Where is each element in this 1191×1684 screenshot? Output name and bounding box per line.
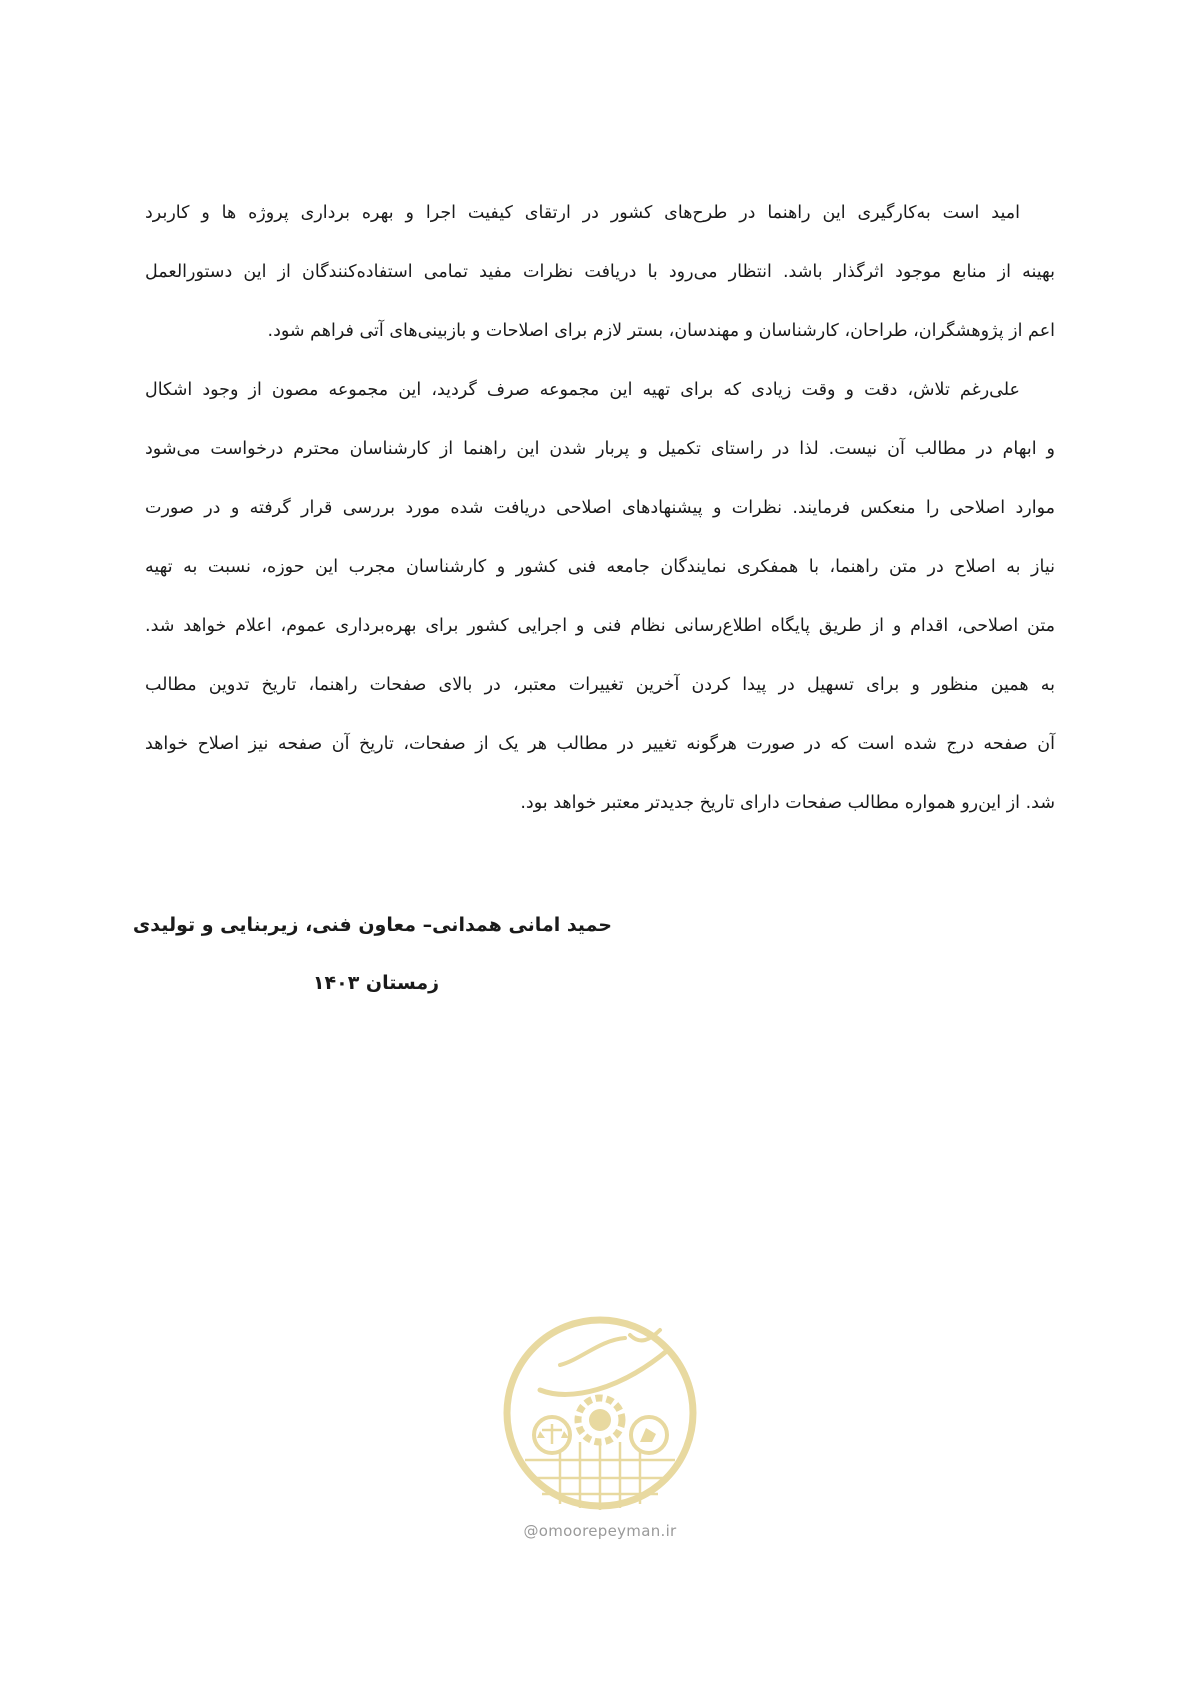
paragraph-line: و ابهام در مطالب آن نیست. لذا در راستای تکمیل و پربار شدن این راهنما از کارشناسان محترم درخواست می‌شود <box>145 439 1055 459</box>
excavator-icon <box>631 1417 667 1453</box>
paragraph-line: علی‌رغم تلاش، دقت و وقت زیادی که برای تهیه این مجموعه صرف گردید، این مجموعه مصون از وجود اشکال <box>145 380 1020 400</box>
signature-date: زمستان ۱۴۰۳ <box>312 972 440 994</box>
paragraph-line: شد. از این‌رو همواره مطالب صفحات دارای تاریخ جدیدتر معتبر خواهد بود. <box>520 793 1055 813</box>
watermark-seal <box>500 1310 700 1520</box>
gear-icon <box>578 1398 622 1442</box>
paragraph-line: امید است به‌کارگیری این راهنما در طرح‌های کشور در ارتقای کیفیت اجرا و بهره برداری پروژه ها و کاربرد <box>145 203 1020 223</box>
watermark-logo <box>500 1310 700 1546</box>
paragraph-line: متن اصلاحی، اقدام و از طریق پایگاه اطلاع‌رسانی نظام فنی و اجرایی کشور برای بهره‌برداری عموم، اعلام خواهد شد. <box>145 616 1055 636</box>
signature-name-title: حمید امانی همدانی– معاون فنی، زیربنایی و تولیدی <box>132 914 612 936</box>
paragraph-line: آن صفحه درج شده است که در صورت هرگونه تغییر در مطالب هر یک از صفحات، تاریخ آن صفحه نیز اصلاح خواهد <box>145 734 1055 754</box>
paragraph-line: اعم از پژوهشگران، طراحان، کارشناسان و مهندسان، بستر لازم برای اصلاحات و بازبینی‌های آتی فراهم شود. <box>267 321 1055 341</box>
body-text <box>145 200 1055 849</box>
paragraph-line: به همین منظور و برای تسهیل در پیدا کردن آخرین تغییرات معتبر، در بالای صفحات راهنما، تاریخ تدوین مطالب <box>145 675 1055 695</box>
paragraph-line: نیاز به اصلاح در متن راهنما، با همفکری نمایندگان جامعه فنی کشور و کارشناسان مجرب این حوزه، نسبت به تهیه <box>145 557 1055 577</box>
watermark-url: @omoorepeyman.ir <box>523 1522 677 1540</box>
scales-icon <box>534 1417 570 1453</box>
paragraph-line: بهینه از منابع موجود اثرگذار باشد. انتظار می‌رود با دریافت نظرات مفید تمامی استفاده‌کنندگان از این دستورالعمل <box>145 262 1055 282</box>
paragraph-line: موارد اصلاحی را منعکس فرمایند. نظرات و پیشنهادهای اصلاحی دریافت شده مورد بررسی قرار گرفته و در صورت <box>145 498 1055 518</box>
